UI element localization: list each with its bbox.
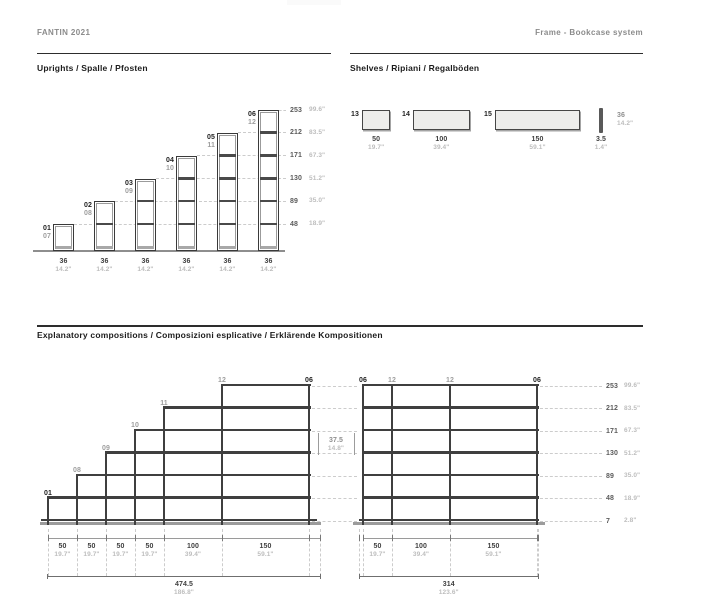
comp-left-bay-cm: 50 <box>58 543 67 550</box>
uprights-section-title: Uprights / Spalle / Pfosten <box>37 63 148 73</box>
comp-right-shelf-89 <box>362 474 539 477</box>
upright-width-cm: 36 <box>59 258 68 265</box>
comp-right-total-in: 123.6" <box>438 589 459 596</box>
comp-right-shelf-253 <box>362 384 539 387</box>
gap-bracket-right-tick <box>354 433 356 455</box>
comp-left-upright-10 <box>134 431 136 525</box>
comp-right-plinth <box>353 522 545 525</box>
scale-in-253: 99.6" <box>309 106 326 114</box>
comp-right-shelf-48 <box>362 496 539 499</box>
comp-right-dash-171 <box>540 431 602 432</box>
comp-left-total-tick <box>47 574 48 579</box>
comp-left-upright-11 <box>163 409 165 525</box>
header-rule-left <box>37 53 331 55</box>
comp-mid-dash-130 <box>312 453 357 454</box>
comp-right-shelf-171 <box>362 429 539 432</box>
upright-code-03: 03 <box>125 179 133 187</box>
comp-left-shelf-130 <box>105 451 311 454</box>
comp-left-chain-tick <box>106 535 107 541</box>
compositions-section-title: Explanatory compositions / Composizioni esplicative / Erklärende Kompositionen <box>37 330 383 340</box>
comp-scale-in-130: 51.2" <box>624 449 641 457</box>
upright-code-02: 02 <box>84 202 92 210</box>
scale-in-212: 83.5" <box>309 128 326 136</box>
upright-06 <box>258 110 279 251</box>
comp-mid-dash-48 <box>312 498 357 499</box>
shelf-15 <box>495 110 580 130</box>
level-dash-212 <box>238 132 286 133</box>
comp-left-upright-code-10: 10 <box>131 422 139 430</box>
comp-right-dash-253 <box>540 386 602 387</box>
upright-base-strip <box>97 246 113 249</box>
upright-base-strip <box>56 246 72 249</box>
comp-mid-dash-7 <box>312 521 357 522</box>
comp-left-bay-in: 19.7" <box>112 551 129 558</box>
upright-width-in: 14.2" <box>219 266 236 273</box>
shelf-code-15: 15 <box>484 111 492 118</box>
top-edge-artifact <box>287 0 341 5</box>
comp-right-upright-12 <box>391 386 393 525</box>
comp-left-total-tick <box>320 574 321 579</box>
shelf-in-14: 39.4" <box>433 144 450 151</box>
upright-02 <box>94 201 115 251</box>
comp-right-bay-in: 19.7" <box>369 551 386 558</box>
comp-right-upright-code-12: 12 <box>388 377 396 385</box>
compositions-rule <box>37 325 643 327</box>
scale-in-89: 35.0" <box>309 197 326 205</box>
upright-rung <box>219 223 236 226</box>
comp-right-dash-212 <box>540 408 602 409</box>
comp-right-upright-06 <box>536 386 539 525</box>
upright-05 <box>217 133 238 251</box>
comp-right-dropline <box>359 529 360 576</box>
comp-left-chain-tick <box>309 535 310 541</box>
scale-cm-212: 212 <box>290 129 302 137</box>
comp-scale-in-212: 83.5" <box>624 404 641 412</box>
comp-right-dropline <box>363 529 364 576</box>
upright-alt-11: 11 <box>207 141 215 149</box>
upright-code-05: 05 <box>207 133 215 141</box>
comp-left-upright-code-09: 09 <box>102 444 110 452</box>
upright-rung <box>260 131 277 134</box>
upright-alt-08: 08 <box>84 210 92 218</box>
upright-01 <box>53 224 74 251</box>
comp-left-chain-line <box>48 538 321 539</box>
scale-in-130: 51.2" <box>309 174 326 182</box>
upright-inner-outline <box>178 158 195 249</box>
comp-left-bay-in: 19.7" <box>141 551 158 558</box>
comp-left-dropline <box>48 529 49 576</box>
upright-code-04: 04 <box>166 156 174 164</box>
comp-left-chain-tick <box>164 535 165 541</box>
upright-inner-outline <box>137 181 154 249</box>
comp-left-shelf-7 <box>41 519 317 522</box>
scale-cm-253: 253 <box>290 106 302 114</box>
upright-rung <box>219 177 236 180</box>
shelf-profile-depth-cm: 36 <box>617 112 625 119</box>
comp-left-dropline <box>222 529 223 576</box>
upright-width-cm: 36 <box>223 258 232 265</box>
comp-mid-dash-253 <box>312 386 357 387</box>
comp-left-chain-tick <box>48 535 49 541</box>
level-dash-130 <box>156 178 286 179</box>
shelf-code-14: 14 <box>402 111 410 118</box>
upright-rung <box>260 223 277 226</box>
brand-title: FANTIN 2021 <box>37 28 91 37</box>
gap-dim-in: 14.8" <box>327 445 345 452</box>
comp-left-dropline <box>77 529 78 576</box>
comp-scale-in-48: 18.9" <box>624 494 641 502</box>
upright-width-cm: 36 <box>141 258 150 265</box>
comp-right-bay-in: 59.1" <box>485 551 502 558</box>
comp-left-chain-tick <box>135 535 136 541</box>
comp-right-chain-tick <box>363 535 364 541</box>
upright-inner-outline <box>55 226 72 249</box>
comp-right-dash-7 <box>540 521 602 522</box>
comp-scale-cm-212: 212 <box>606 405 618 413</box>
comp-right-total-tick <box>359 574 360 579</box>
level-dash-253 <box>279 110 286 111</box>
comp-scale-cm-48: 48 <box>606 495 614 503</box>
upright-width-in: 14.2" <box>178 266 195 273</box>
upright-width-in: 14.2" <box>55 266 72 273</box>
comp-mid-dash-89 <box>312 476 357 477</box>
upright-base-strip <box>220 246 236 249</box>
comp-right-chain-tick <box>392 535 393 541</box>
comp-right-shelf-7 <box>359 519 539 522</box>
scale-cm-130: 130 <box>290 175 302 183</box>
scale-cm-171: 171 <box>290 152 302 160</box>
comp-left-bay-in: 19.7" <box>83 551 100 558</box>
shelf-cm-15: 150 <box>531 136 544 143</box>
comp-left-shelf-171 <box>134 429 311 432</box>
comp-right-dash-130 <box>540 453 602 454</box>
comp-left-total-in: 186.8" <box>174 589 194 596</box>
comp-right-upright-12 <box>449 386 451 525</box>
comp-left-bay-cm: 150 <box>259 543 272 550</box>
comp-scale-in-253: 99.6" <box>624 382 641 390</box>
shelf-in-13: 19.7" <box>368 144 385 151</box>
comp-scale-cm-130: 130 <box>606 450 618 458</box>
comp-left-bay-cm: 50 <box>116 543 125 550</box>
comp-left-bay-cm: 50 <box>87 543 96 550</box>
comp-left-upright-code-06: 06 <box>305 377 313 385</box>
comp-left-total-line <box>48 576 321 577</box>
upright-03 <box>135 179 156 251</box>
upright-inner-outline <box>96 203 113 249</box>
comp-right-chain-tick <box>450 535 451 541</box>
comp-right-bay-in: 39.4" <box>412 551 430 558</box>
comp-scale-cm-89: 89 <box>606 472 614 480</box>
upright-alt-12: 12 <box>248 119 256 127</box>
uprights-baseline <box>33 250 285 252</box>
upright-inner-outline <box>260 112 277 249</box>
comp-right-chain-tick <box>359 535 360 541</box>
comp-right-total-line <box>359 576 539 577</box>
upright-rung <box>137 200 154 203</box>
upright-width-cm: 36 <box>182 258 191 265</box>
comp-right-bay-cm: 50 <box>373 543 382 550</box>
level-dash-89 <box>115 201 286 202</box>
header-rule-right <box>350 53 643 55</box>
comp-right-dropline <box>537 529 538 576</box>
upright-width-in: 14.2" <box>96 266 113 273</box>
shelves-section-title: Shelves / Ripiani / Regalböden <box>350 63 480 73</box>
comp-right-upright-code-12: 12 <box>446 377 454 385</box>
upright-rung <box>178 200 195 203</box>
gap-dim-cm: 37.5 <box>328 437 344 444</box>
shelf-code-13: 13 <box>351 111 359 118</box>
shelf-13 <box>362 110 390 130</box>
upright-width-in: 14.2" <box>137 266 154 273</box>
upright-code-01: 01 <box>43 225 51 233</box>
comp-right-chain-tick <box>538 535 539 541</box>
upright-rung <box>260 200 277 203</box>
shelf-profile-thickness-in: 1.4" <box>594 144 608 151</box>
comp-right-chain-line <box>363 538 537 539</box>
scale-cm-89: 89 <box>290 197 298 205</box>
upright-alt-07: 07 <box>43 233 51 241</box>
comp-left-upright-09 <box>105 454 107 525</box>
shelf-in-15: 59.1" <box>529 144 546 151</box>
product-title: Frame - Bookcase system <box>535 28 643 37</box>
upright-width-cm: 36 <box>100 258 109 265</box>
comp-right-total-tick <box>538 574 539 579</box>
comp-left-shelf-89 <box>76 474 311 477</box>
comp-left-chain-tick <box>320 535 321 541</box>
comp-left-plinth <box>40 522 321 525</box>
comp-left-upright-code-11: 11 <box>160 399 168 407</box>
comp-scale-cm-171: 171 <box>606 427 618 435</box>
comp-scale-in-7: 2.8" <box>624 517 637 525</box>
comp-left-bay-in: 39.4" <box>184 551 202 558</box>
level-dash-171 <box>197 155 286 156</box>
comp-left-upright-01 <box>47 499 50 525</box>
comp-left-dropline <box>106 529 107 576</box>
comp-left-upright-code-12: 12 <box>218 377 226 385</box>
upright-width-in: 14.2" <box>260 266 277 273</box>
comp-left-upright-06 <box>308 386 311 525</box>
shelf-14 <box>413 110 470 130</box>
comp-right-dropline <box>538 529 539 576</box>
comp-right-shelf-130 <box>362 451 539 454</box>
upright-base-strip <box>179 246 195 249</box>
comp-mid-dash-212 <box>312 408 357 409</box>
upright-rung <box>137 223 154 226</box>
comp-scale-cm-253: 253 <box>606 382 618 390</box>
comp-right-shelf-212 <box>362 406 539 409</box>
scale-cm-48: 48 <box>290 220 298 228</box>
comp-right-bay-cm: 100 <box>415 543 427 550</box>
upright-rung <box>219 200 236 203</box>
upright-rung <box>178 177 195 180</box>
upright-rung <box>260 154 277 157</box>
comp-right-upright-code-06: 06 <box>533 377 541 385</box>
level-dash-48 <box>74 224 286 225</box>
upright-rung <box>178 223 195 226</box>
comp-right-bay-cm: 150 <box>487 543 500 550</box>
comp-scale-in-89: 35.0" <box>624 472 641 480</box>
comp-left-dropline <box>320 529 321 576</box>
comp-scale-in-171: 67.3" <box>624 427 641 435</box>
comp-right-dash-89 <box>540 476 602 477</box>
comp-right-dash-48 <box>540 498 602 499</box>
comp-right-dropline <box>392 529 393 576</box>
comp-left-bay-in: 19.7" <box>54 551 71 558</box>
upright-base-strip <box>138 246 154 249</box>
shelf-profile-thickness-cm: 3.5 <box>595 136 607 143</box>
upright-alt-10: 10 <box>166 164 174 172</box>
comp-scale-cm-7: 7 <box>606 517 610 525</box>
comp-left-shelf-253 <box>221 384 311 387</box>
scale-in-171: 67.3" <box>309 151 326 159</box>
comp-mid-dash-171 <box>312 431 357 432</box>
upright-rung <box>260 177 277 180</box>
shelf-profile-depth-in: 14.2" <box>617 120 634 127</box>
upright-04 <box>176 156 197 251</box>
comp-left-dropline <box>164 529 165 576</box>
comp-left-bay-cm: 100 <box>187 543 199 550</box>
upright-width-cm: 36 <box>264 258 273 265</box>
comp-left-chain-tick <box>77 535 78 541</box>
scale-in-48: 18.9" <box>309 220 326 228</box>
upright-inner-outline <box>219 135 236 249</box>
comp-left-bay-cm: 50 <box>145 543 154 550</box>
upright-rung <box>96 223 113 226</box>
comp-left-upright-code-01: 01 <box>44 489 52 497</box>
upright-code-06: 06 <box>248 111 256 119</box>
shelf-profile-bar <box>599 108 603 133</box>
comp-left-upright-code-08: 08 <box>73 467 81 475</box>
comp-left-chain-tick <box>222 535 223 541</box>
comp-left-bay-in: 59.1" <box>257 551 274 558</box>
shelf-cm-13: 50 <box>372 136 381 143</box>
comp-left-dropline <box>309 529 310 576</box>
comp-left-shelf-212 <box>163 406 311 409</box>
comp-left-total-cm: 474.5 <box>174 581 194 588</box>
upright-alt-09: 09 <box>125 187 133 195</box>
upright-base-strip <box>261 246 277 249</box>
upright-rung <box>219 154 236 157</box>
comp-right-total-cm: 314 <box>442 581 455 588</box>
comp-left-upright-08 <box>76 476 78 525</box>
shelf-cm-14: 100 <box>435 136 448 143</box>
comp-right-dropline <box>450 529 451 576</box>
comp-left-shelf-48 <box>47 496 311 499</box>
gap-bracket-left-tick <box>318 433 320 455</box>
comp-left-upright-12 <box>221 386 223 525</box>
comp-left-dropline <box>135 529 136 576</box>
comp-right-upright-code-06: 06 <box>359 377 367 385</box>
comp-right-upright-06 <box>362 386 365 525</box>
comp-right-chain-tick <box>537 535 538 541</box>
